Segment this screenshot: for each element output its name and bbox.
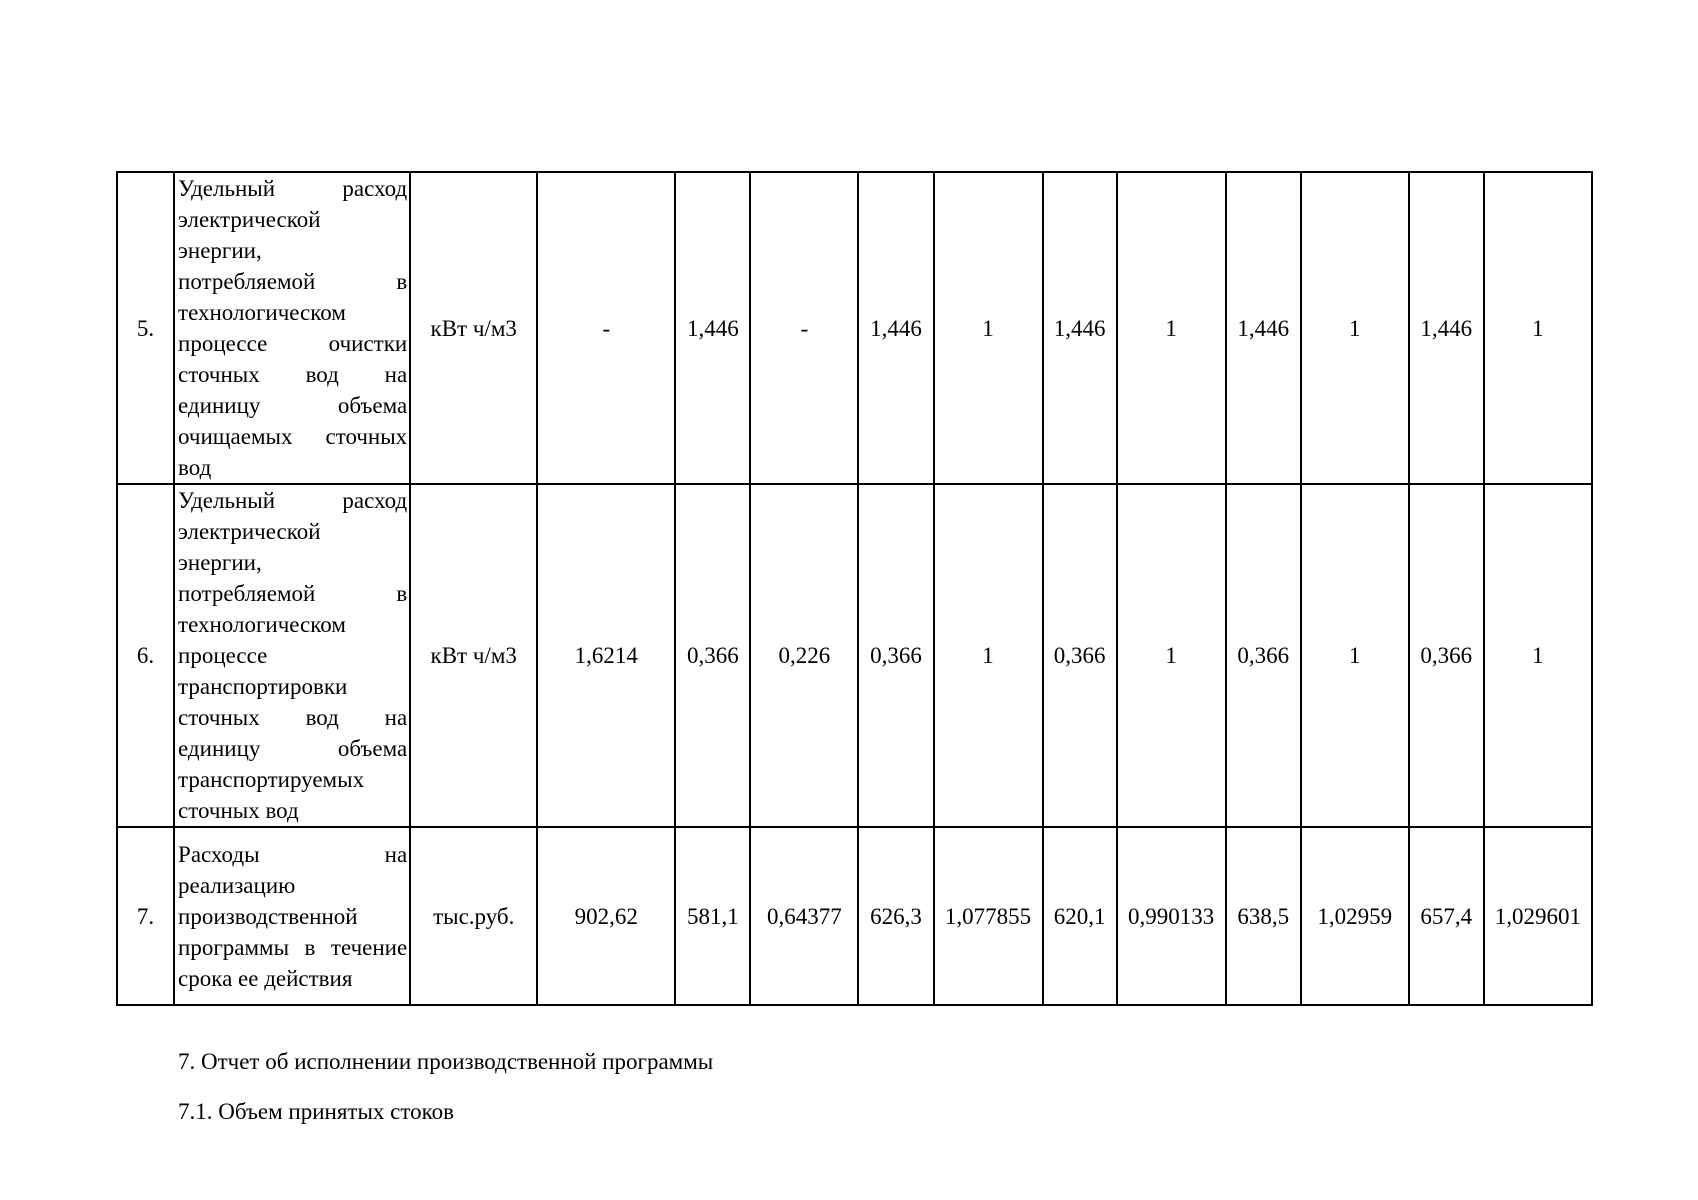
- desc-line: процессе очистки: [178, 331, 408, 356]
- unit-cell: тыс.руб.: [410, 827, 537, 1005]
- value-cell: 1: [934, 172, 1043, 484]
- desc-line: очищаемых сточных: [178, 424, 408, 449]
- value-cell: 1,446: [675, 172, 750, 484]
- value-cell: 1: [1484, 484, 1592, 827]
- desc-line: электрической: [178, 519, 321, 544]
- desc-line: сточных вод на: [178, 705, 408, 730]
- value-cell: 1: [1301, 172, 1409, 484]
- value-cell: 0,64377: [750, 827, 858, 1005]
- desc-line: вод: [178, 455, 212, 480]
- desc-line: потребляемой в: [178, 269, 408, 294]
- desc-line: транспортировки: [178, 674, 348, 699]
- desc-line: транспортируемых: [178, 767, 365, 792]
- desc-line: единицу объема: [178, 393, 408, 418]
- section-heading-7-1: 7.1. Объем принятых стоков: [178, 1099, 454, 1124]
- desc-line: программы в течение: [178, 934, 408, 960]
- desc-line: технологическом: [178, 300, 346, 325]
- desc-line: единицу объема: [178, 736, 408, 761]
- value-cell: 0,366: [675, 484, 750, 827]
- value-cell: 1,6214: [537, 484, 675, 827]
- value-cell: 1,029601: [1484, 827, 1592, 1005]
- value-cell: 1,02959: [1301, 827, 1409, 1005]
- desc-line: Расходы на: [178, 841, 408, 867]
- unit-cell: кВт ч/м3: [410, 172, 537, 484]
- desc-line: производственной: [178, 903, 358, 929]
- desc-line: сточных вод на: [178, 362, 408, 387]
- value-cell: 581,1: [675, 827, 750, 1005]
- desc-line: реализацию: [178, 872, 296, 898]
- value-cell: 0,226: [750, 484, 858, 827]
- row-number: 6.: [117, 484, 174, 827]
- value-cell: 1,446: [1043, 172, 1117, 484]
- row-description: [174, 827, 410, 1005]
- row-description: [174, 172, 410, 484]
- value-cell: 1: [934, 484, 1043, 827]
- value-cell: 0,366: [858, 484, 933, 827]
- row-number: 5.: [117, 172, 174, 484]
- value-cell: -: [537, 172, 675, 484]
- desc-line: энергии,: [178, 238, 262, 263]
- value-cell: 1: [1484, 172, 1592, 484]
- desc-line: энергии,: [178, 550, 262, 575]
- value-cell: 902,62: [537, 827, 675, 1005]
- row-description: [174, 484, 410, 827]
- value-cell: 626,3: [858, 827, 933, 1005]
- value-cell: 638,5: [1226, 827, 1301, 1005]
- value-cell: 1,446: [858, 172, 933, 484]
- desc-line: электрической: [178, 207, 321, 232]
- value-cell: 620,1: [1043, 827, 1117, 1005]
- desc-line: потребляемой в: [178, 581, 408, 606]
- section-heading-7: 7. Отчет об исполнении производственной программы: [178, 1049, 714, 1074]
- desc-line: сточных вод: [178, 798, 299, 823]
- value-cell: 1,077855: [934, 827, 1043, 1005]
- value-cell: 1,446: [1409, 172, 1484, 484]
- row-number: 7.: [117, 827, 174, 1005]
- table-row: [117, 484, 1592, 827]
- value-cell: -: [750, 172, 858, 484]
- value-cell: 0,366: [1043, 484, 1117, 827]
- value-cell: 0,366: [1226, 484, 1301, 827]
- table-row: [117, 827, 1592, 1005]
- value-cell: 1: [1301, 484, 1409, 827]
- desc-line: срока ее действия: [178, 965, 353, 991]
- value-cell: 1: [1117, 172, 1226, 484]
- value-cell: 1,446: [1226, 172, 1301, 484]
- desc-line: процессе: [178, 643, 268, 668]
- table-row: [117, 172, 1592, 484]
- desc-line: технологическом: [178, 612, 346, 637]
- value-cell: 1: [1117, 484, 1226, 827]
- indicators-table: [116, 171, 1593, 1006]
- desc-line: Удельный расход: [178, 488, 408, 513]
- value-cell: 0,990133: [1117, 827, 1226, 1005]
- value-cell: 0,366: [1409, 484, 1484, 827]
- desc-line: Удельный расход: [178, 176, 408, 201]
- unit-cell: кВт ч/м3: [410, 484, 537, 827]
- value-cell: 657,4: [1409, 827, 1484, 1005]
